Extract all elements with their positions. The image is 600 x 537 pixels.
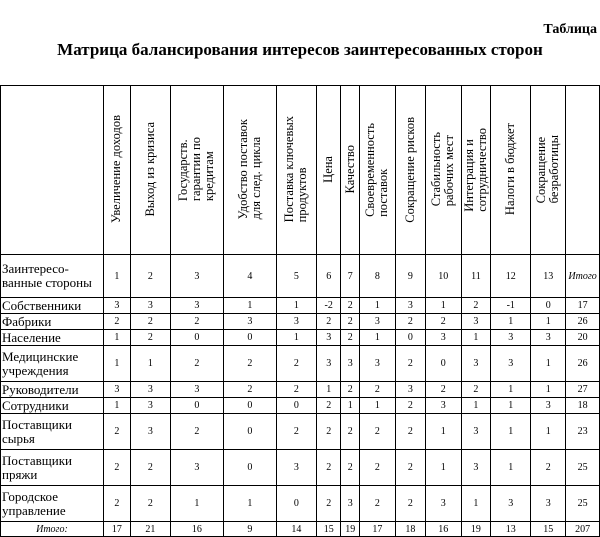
table-row <box>1 486 600 522</box>
value-cell: 2 <box>360 382 396 398</box>
value-cell: 3 <box>491 346 531 382</box>
value-cell: 1 <box>223 486 276 522</box>
value-cell: 2 <box>130 450 170 486</box>
column-header <box>316 86 341 255</box>
column-total: 15 <box>316 522 341 537</box>
value-cell: 3 <box>426 486 462 522</box>
stakeholder-name: Собственники <box>1 298 104 314</box>
value-cell: 3 <box>360 346 396 382</box>
column-number: 5 <box>276 255 316 298</box>
value-cell: 2 <box>103 450 130 486</box>
value-cell: 1 <box>491 450 531 486</box>
column-header <box>103 86 130 255</box>
value-cell: 2 <box>316 398 341 414</box>
value-cell: 1 <box>461 330 491 346</box>
value-cell: 3 <box>316 330 341 346</box>
value-cell: 1 <box>491 414 531 450</box>
row-total: 18 <box>566 398 600 414</box>
value-cell: 3 <box>276 450 316 486</box>
value-cell: 0 <box>426 346 462 382</box>
value-cell: 1 <box>426 414 462 450</box>
value-cell: 2 <box>170 346 223 382</box>
value-cell: 3 <box>426 398 462 414</box>
value-cell: 1 <box>491 382 531 398</box>
value-cell: 2 <box>103 314 130 330</box>
value-cell: 2 <box>341 450 360 486</box>
column-total: 19 <box>341 522 360 537</box>
value-cell: 2 <box>316 414 341 450</box>
value-cell: 2 <box>360 486 396 522</box>
column-total: 17 <box>103 522 130 537</box>
column-number: 6 <box>316 255 341 298</box>
value-cell: 2 <box>103 414 130 450</box>
value-cell: 0 <box>223 414 276 450</box>
totals-label: Итого: <box>1 522 104 537</box>
value-cell: 3 <box>461 346 491 382</box>
stakeholder-name: Руководители <box>1 382 104 398</box>
column-number: 4 <box>223 255 276 298</box>
value-cell: 3 <box>531 330 566 346</box>
value-cell: 3 <box>461 450 491 486</box>
column-header <box>360 86 396 255</box>
value-cell: 3 <box>223 314 276 330</box>
table-label: Таблица <box>543 22 597 37</box>
value-cell: 3 <box>531 486 566 522</box>
value-cell: 1 <box>426 298 462 314</box>
value-cell: 2 <box>395 414 425 450</box>
column-header <box>461 86 491 255</box>
value-cell: 2 <box>360 450 396 486</box>
value-cell: 3 <box>461 314 491 330</box>
page-title: Матрица балансирования интересов заинтересованных сторон <box>57 40 543 59</box>
value-cell: 3 <box>341 346 360 382</box>
value-cell: 3 <box>130 414 170 450</box>
column-number: 8 <box>360 255 396 298</box>
column-header-label: Государств. гарантии по кредитам <box>176 137 217 202</box>
value-cell: 3 <box>103 382 130 398</box>
value-cell: 1 <box>531 414 566 450</box>
value-cell: 3 <box>276 314 316 330</box>
value-cell: 1 <box>103 330 130 346</box>
value-cell: 0 <box>276 398 316 414</box>
value-cell: 3 <box>491 486 531 522</box>
value-cell: 3 <box>360 314 396 330</box>
value-cell: 2 <box>395 486 425 522</box>
value-cell: -1 <box>491 298 531 314</box>
value-cell: 2 <box>360 414 396 450</box>
value-cell: 0 <box>395 330 425 346</box>
value-cell: 2 <box>130 314 170 330</box>
value-cell: 3 <box>130 398 170 414</box>
value-cell: 2 <box>341 314 360 330</box>
value-cell: 3 <box>103 298 130 314</box>
row-total: 25 <box>566 486 600 522</box>
value-cell: 2 <box>170 314 223 330</box>
value-cell: 3 <box>531 398 566 414</box>
column-header <box>170 86 223 255</box>
table-row <box>1 346 600 382</box>
column-header-label: Своевременность поставок <box>363 122 391 217</box>
column-number: 10 <box>426 255 462 298</box>
column-total: 18 <box>395 522 425 537</box>
value-cell: 2 <box>316 314 341 330</box>
value-cell: 3 <box>170 382 223 398</box>
column-header <box>341 86 360 255</box>
value-cell: 2 <box>341 330 360 346</box>
value-cell: 3 <box>395 298 425 314</box>
table-row <box>1 314 600 330</box>
row-total: 26 <box>566 314 600 330</box>
value-cell: 3 <box>461 414 491 450</box>
value-cell: 2 <box>223 382 276 398</box>
column-total: 13 <box>491 522 531 537</box>
stakeholder-name: Медицинские учреждения <box>1 346 104 382</box>
value-cell: 2 <box>395 314 425 330</box>
row-total: 17 <box>566 298 600 314</box>
column-number-row <box>1 255 600 298</box>
value-cell: 2 <box>170 414 223 450</box>
column-number: 11 <box>461 255 491 298</box>
value-cell: 1 <box>360 330 396 346</box>
column-total: 14 <box>276 522 316 537</box>
value-cell: 2 <box>395 346 425 382</box>
value-cell: 1 <box>170 486 223 522</box>
row-total: 27 <box>566 382 600 398</box>
column-total: 17 <box>360 522 396 537</box>
stakeholders-label: Заинтересо- ванные стороны <box>1 255 104 298</box>
column-header-label: Интеграция и сотрудничество <box>461 127 489 212</box>
stakeholder-name: Поставщики пряжи <box>1 450 104 486</box>
column-header-label: Удобство поставок для след. цикла <box>235 119 263 220</box>
value-cell: 2 <box>276 414 316 450</box>
value-cell: 2 <box>395 398 425 414</box>
value-cell: 1 <box>531 346 566 382</box>
value-cell: 1 <box>491 314 531 330</box>
value-cell: 1 <box>223 298 276 314</box>
column-header <box>276 86 316 255</box>
total-header-blank <box>566 86 600 255</box>
value-cell: 3 <box>426 330 462 346</box>
column-number: 9 <box>395 255 425 298</box>
column-header-label: Выход из кризиса <box>142 122 157 217</box>
value-cell: 2 <box>395 450 425 486</box>
column-header <box>491 86 531 255</box>
header-row <box>1 86 600 255</box>
row-total: 25 <box>566 450 600 486</box>
value-cell: 2 <box>341 414 360 450</box>
totals-row <box>1 522 600 537</box>
value-cell: 1 <box>491 398 531 414</box>
value-cell: 0 <box>223 330 276 346</box>
value-cell: 1 <box>461 398 491 414</box>
value-cell: 1 <box>130 346 170 382</box>
stakeholder-name: Поставщики сырья <box>1 414 104 450</box>
table-row <box>1 414 600 450</box>
value-cell: 1 <box>360 298 396 314</box>
column-header <box>223 86 276 255</box>
total-header: Итого <box>566 255 600 298</box>
value-cell: 2 <box>531 450 566 486</box>
value-cell: 1 <box>103 346 130 382</box>
value-cell: 1 <box>276 298 316 314</box>
value-cell: 3 <box>491 330 531 346</box>
value-cell: 3 <box>170 450 223 486</box>
column-total: 15 <box>531 522 566 537</box>
value-cell: 2 <box>130 486 170 522</box>
value-cell: 0 <box>170 398 223 414</box>
table-row <box>1 330 600 346</box>
value-cell: 1 <box>461 486 491 522</box>
value-cell: 2 <box>276 382 316 398</box>
value-cell: 2 <box>103 486 130 522</box>
value-cell: 2 <box>426 314 462 330</box>
value-cell: 2 <box>130 330 170 346</box>
value-cell: 1 <box>531 382 566 398</box>
row-total: 23 <box>566 414 600 450</box>
value-cell: 2 <box>316 486 341 522</box>
column-number: 1 <box>103 255 130 298</box>
column-header-label: Цена <box>321 156 336 183</box>
column-number: 12 <box>491 255 531 298</box>
column-total: 19 <box>461 522 491 537</box>
table-row <box>1 450 600 486</box>
column-header-label: Увеличение доходов <box>109 115 124 224</box>
column-header-label: Сокращение безработицы <box>534 135 562 204</box>
stakeholder-name: Городское управление <box>1 486 104 522</box>
column-header-label: Поставка ключевых продуктов <box>282 116 310 223</box>
column-header-label: Налоги в бюджет <box>503 123 518 216</box>
value-cell: 0 <box>531 298 566 314</box>
stakeholder-name: Население <box>1 330 104 346</box>
value-cell: 2 <box>426 382 462 398</box>
stakeholder-name: Фабрики <box>1 314 104 330</box>
value-cell: 0 <box>223 450 276 486</box>
row-total: 26 <box>566 346 600 382</box>
column-number: 2 <box>130 255 170 298</box>
grand-total: 207 <box>566 522 600 537</box>
column-total: 21 <box>130 522 170 537</box>
column-total: 16 <box>426 522 462 537</box>
value-cell: 3 <box>170 298 223 314</box>
column-header-label: Стабильность рабочих мест <box>429 132 457 207</box>
column-number: 7 <box>341 255 360 298</box>
value-cell: 3 <box>130 298 170 314</box>
table-row <box>1 382 600 398</box>
table-row <box>1 398 600 414</box>
value-cell: 3 <box>395 382 425 398</box>
value-cell: 2 <box>341 382 360 398</box>
value-cell: 3 <box>341 486 360 522</box>
stakeholder-name: Сотрудники <box>1 398 104 414</box>
column-header <box>130 86 170 255</box>
value-cell: 2 <box>461 382 491 398</box>
value-cell: 3 <box>130 382 170 398</box>
table-row <box>1 298 600 314</box>
row-total: 20 <box>566 330 600 346</box>
value-cell: 2 <box>276 346 316 382</box>
value-cell: 0 <box>223 398 276 414</box>
value-cell: 1 <box>360 398 396 414</box>
column-total: 9 <box>223 522 276 537</box>
value-cell: 1 <box>316 382 341 398</box>
column-header <box>426 86 462 255</box>
value-cell: -2 <box>316 298 341 314</box>
value-cell: 2 <box>316 450 341 486</box>
column-header <box>395 86 425 255</box>
value-cell: 2 <box>341 298 360 314</box>
value-cell: 1 <box>531 314 566 330</box>
value-cell: 1 <box>103 398 130 414</box>
value-cell: 2 <box>223 346 276 382</box>
balance-matrix-table <box>0 85 600 537</box>
value-cell: 1 <box>341 398 360 414</box>
value-cell: 0 <box>170 330 223 346</box>
column-total: 16 <box>170 522 223 537</box>
value-cell: 3 <box>316 346 341 382</box>
value-cell: 1 <box>276 330 316 346</box>
column-header-label: Качество <box>342 145 357 194</box>
value-cell: 2 <box>461 298 491 314</box>
corner-cell <box>1 86 104 255</box>
value-cell: 0 <box>276 486 316 522</box>
column-header <box>531 86 566 255</box>
value-cell: 1 <box>426 450 462 486</box>
column-header-label: Сокращение рисков <box>402 116 417 223</box>
column-number: 3 <box>170 255 223 298</box>
column-number: 13 <box>531 255 566 298</box>
